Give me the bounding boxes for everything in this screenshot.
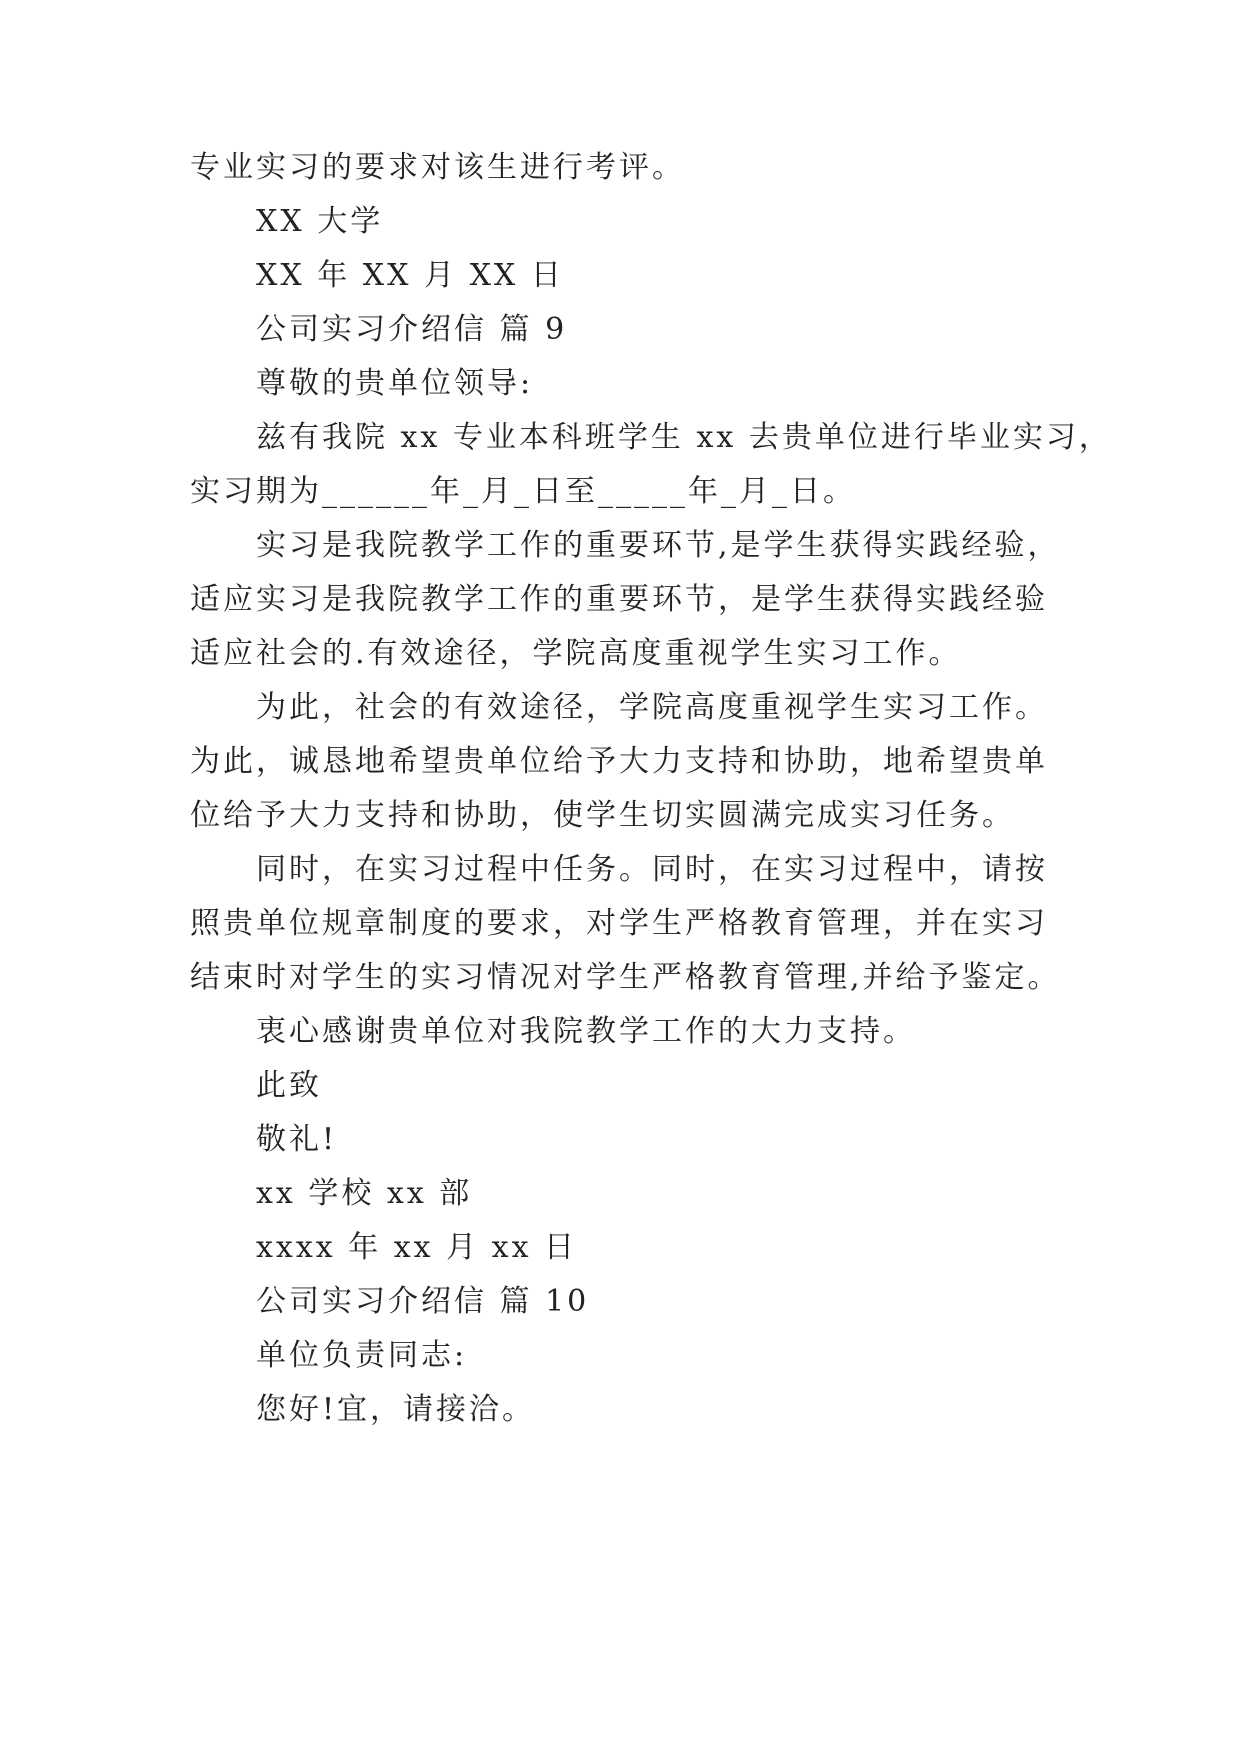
closing-line: 此致	[256, 1068, 322, 1103]
signature-date: XX 年 XX 月 XX 日	[256, 258, 564, 293]
paragraph-line: 同时，在实习过程中任务。同时，在实习过程中，请按	[256, 852, 1048, 887]
section-heading-9: 公司实习介绍信 篇 9	[256, 312, 568, 347]
salutation: 尊敬的贵单位领导:	[256, 366, 534, 401]
paragraph-line: 您好!宜，请接洽。	[256, 1392, 536, 1427]
paragraph-line: 衷心感谢贵单位对我院教学工作的大力支持。	[256, 1014, 916, 1049]
paragraph-line: 结束时对学生的实习情况对学生严格教育管理,并给予鉴定。	[190, 960, 1061, 995]
paragraph-line: 适应实习是我院教学工作的重要环节，是学生获得实践经验	[190, 582, 1048, 617]
closing-line: 敬礼!	[256, 1122, 338, 1157]
signature-school: xx 学校 xx 部	[256, 1176, 473, 1211]
paragraph-line: 位给予大力支持和协助，使学生切实圆满完成实习任务。	[190, 798, 1015, 833]
paragraph-line: 实习是我院教学工作的重要环节,是学生获得实践经验，	[256, 528, 1061, 563]
paragraph-line: 兹有我院 xx 专业本科班学生 xx 去贵单位进行毕业实习，	[256, 420, 1112, 455]
paragraph-line: 为此，社会的有效途径，学院高度重视学生实习工作。	[256, 690, 1048, 725]
paragraph-line: 适应社会的.有效途径，学院高度重视学生实习工作。	[190, 636, 962, 671]
text-line-1: 专业实习的要求对该生进行考评。	[190, 150, 685, 185]
salutation: 单位负责同志:	[256, 1338, 468, 1373]
signature-date: xxxx 年 xx 月 xx 日	[256, 1230, 578, 1265]
paragraph-line: 实习期为______年_月_日至_____年_月_日。	[190, 474, 856, 509]
paragraph-line: 照贵单位规章制度的要求，对学生严格教育管理，并在实习	[190, 906, 1048, 941]
section-heading-10: 公司实习介绍信 篇 10	[256, 1284, 590, 1319]
signature-university: XX 大学	[256, 204, 384, 239]
paragraph-line: 为此，诚恳地希望贵单位给予大力支持和协助，地希望贵单	[190, 744, 1048, 779]
